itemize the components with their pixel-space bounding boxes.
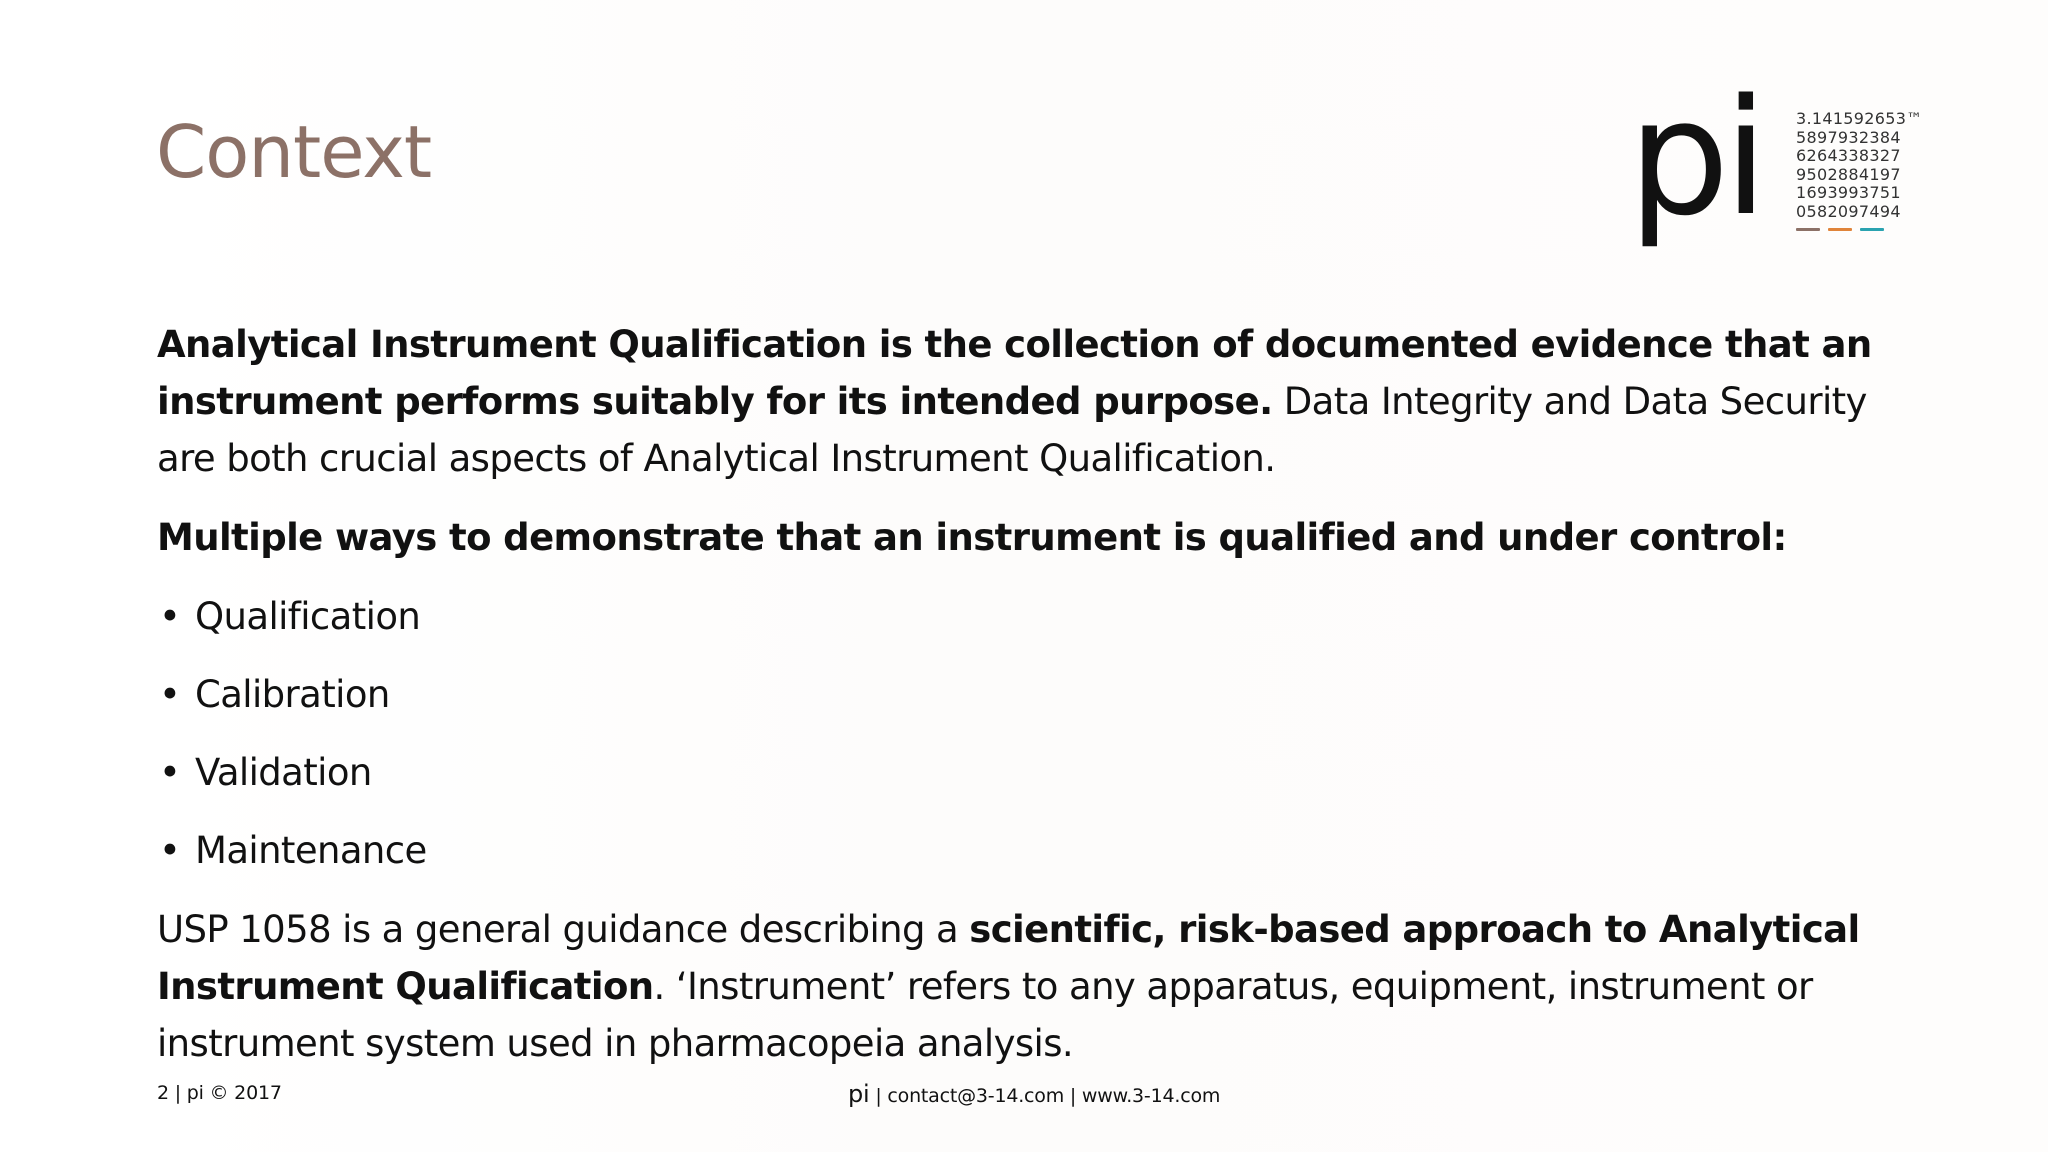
- footer-page-info: 2 | pi © 2017: [157, 1082, 282, 1104]
- bullet-icon: •: [159, 673, 181, 716]
- bullet-list: [157, 588, 1897, 879]
- bullet-text: Validation: [195, 751, 372, 794]
- list-item: [157, 588, 1897, 645]
- footer-pi-mark: pi: [848, 1080, 870, 1108]
- list-item: [157, 666, 1897, 723]
- logo-digit-row: 0582097494: [1796, 201, 1901, 221]
- list-item: [157, 822, 1897, 879]
- definition-bold: Analytical Instrument Qualification is the collection of documented evidence that an instrument performs suitably for its intended purpose.: [157, 323, 1872, 423]
- bullet-icon: •: [159, 751, 181, 794]
- usp-text-bold: scientific, risk-based approach to Analytical Instrument Qualification: [157, 908, 1860, 1008]
- bullet-text: Calibration: [195, 673, 390, 716]
- paragraph-definition: [157, 316, 1897, 487]
- usp-text-end: . ‘Instrument’ refers to any apparatus, equipment, instrument or instrument system used in pharmacopeia analysis.: [157, 965, 1813, 1065]
- logo-digit-row: 3.141592653™: [1796, 109, 1923, 128]
- logo-pi-mark: pi: [1628, 64, 1763, 251]
- paragraph-usp: [157, 901, 1897, 1072]
- slide-body: [157, 316, 1897, 1072]
- footer-contact: [848, 1080, 1220, 1108]
- logo-digit-row: 9502884197: [1796, 164, 1901, 184]
- bullet-text: Qualification: [195, 595, 421, 638]
- bullet-icon: •: [159, 595, 181, 638]
- footer-contact-text: | contact@3-14.com | www.3-14.com: [869, 1085, 1221, 1107]
- logo-line-brown: [1796, 228, 1820, 231]
- logo-line-orange: [1828, 228, 1852, 231]
- bullet-text: Maintenance: [195, 829, 427, 872]
- logo-digit-row: 1693993751: [1796, 183, 1901, 202]
- logo-color-lines: [1796, 228, 1884, 231]
- logo-line-teal: [1860, 228, 1884, 231]
- paragraph-ways: Multiple ways to demonstrate that an instrument is qualified and under control:: [157, 516, 1787, 559]
- definition-rest: Data Integrity and Data Security are both crucial aspects of Analytical Instrument Qualification.: [157, 380, 1867, 480]
- list-item: [157, 744, 1897, 801]
- usp-text-start: USP 1058 is a general guidance describing a: [157, 908, 970, 951]
- slide-title: Context: [156, 110, 432, 194]
- logo-digits: [1796, 110, 1922, 221]
- logo-digit-row: 5897932384: [1796, 127, 1901, 147]
- logo-digit-row: 6264338327: [1796, 146, 1901, 165]
- pi-logo: [1628, 64, 1948, 251]
- bullet-icon: •: [159, 829, 181, 872]
